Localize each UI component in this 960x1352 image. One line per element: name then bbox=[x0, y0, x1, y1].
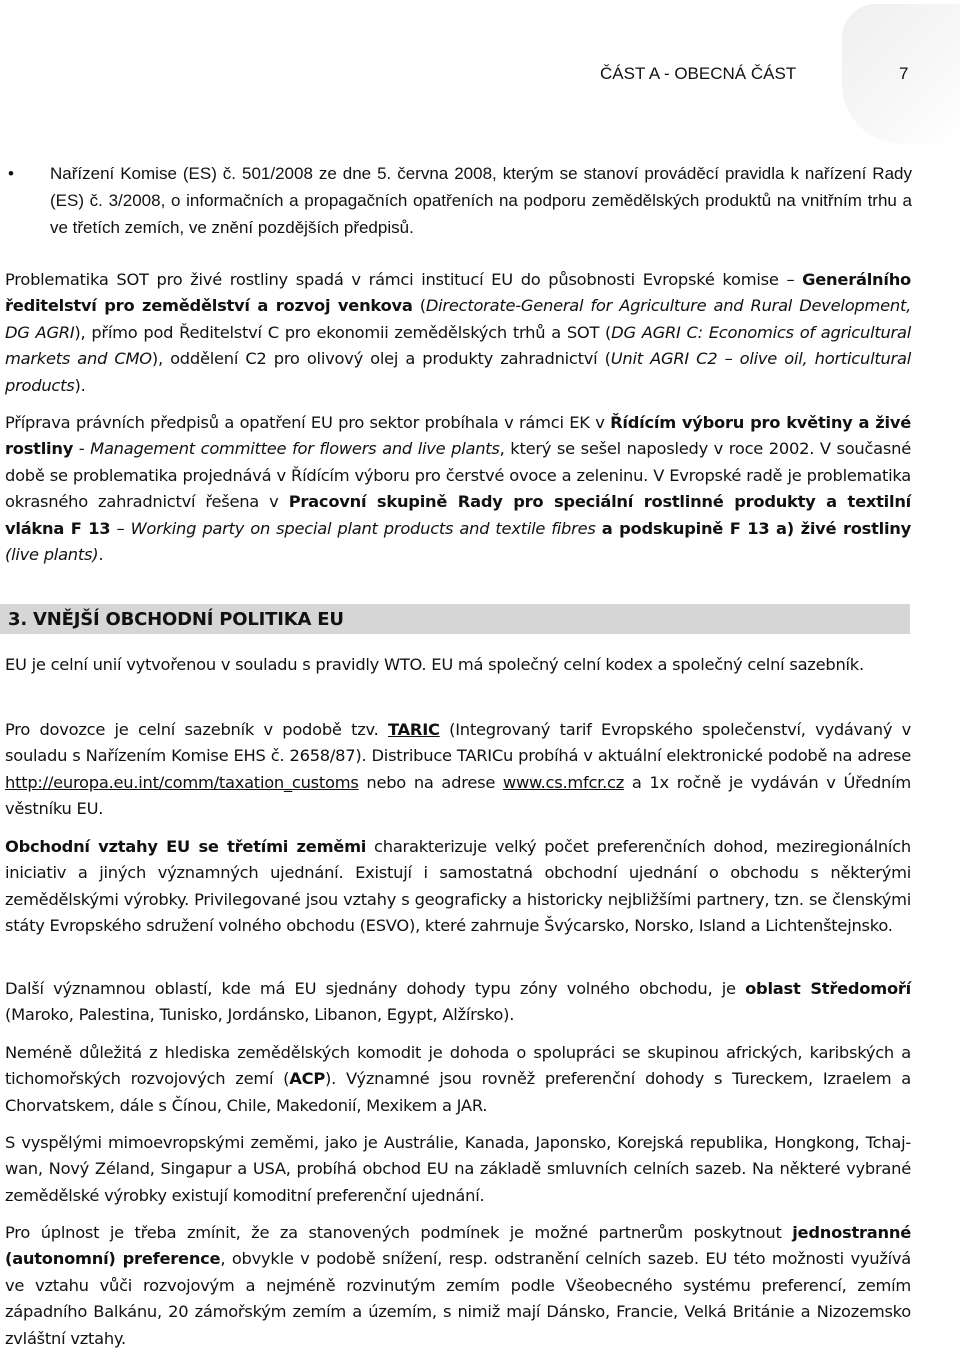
paragraph-dg-agri: Problematika SOT pro živé rostliny spadá v rámci institucí EU do působnosti Evropské komise – Generálního ředitelství pro zemědělství a rozvoj venkova (Directorate-General for Agriculture and Rural Development, DG AGRI), přímo pod Ředitelství C pro ekonomii zemědělských trhů a SOT (DG AGRI C: Economics of agricultural markets and CMO), oddělení C2 pro olivový olej a produkty zahradnictví (Unit AGRI C2 – olive oil, horticultural products). bbox=[5, 270, 912, 395]
page-number: 7 bbox=[899, 64, 909, 83]
section-title: 3. VNĚJŠÍ OBCHODNÍ POLITIKA EU bbox=[8, 609, 344, 630]
paragraph-trade-relations: Obchodní vztahy EU se třetími zeměmi charakterizuje velký počet preferenčních dohod, meziregionálních iniciativ a jiných významných ujednání. Existují i samostatná obchodní ujednání o obchodu s některými zemědělskými výrobky. Privilegované jsou vztahy s geograficky a historicky nejbližšími partnery, tzn. se členskými státy Evropského sdružení volného obchodu (ESVO), které zahrnuje Švýcarsko, Norsko, Island a Lichtenštejnsko. bbox=[5, 837, 911, 936]
bullet-text: Nařízení Komise (ES) č. 501/2008 ze dne 5. června 2008, kterým se stanoví prováděcí pravidla k nařízení Rady (ES) č. 3/2008, o informačních a propagačních opatřeních na podporu zemědělských produktů na vnitřním trhu a ve třetích zemích, ve znění pozdějších předpisů. bbox=[50, 164, 912, 237]
paragraph-preferences: Pro úplnost je třeba zmínit, že za stanovených podmínek je možné partnerům poskytnout jednostranné (autonomní) preference, obvykle v podobě snížení, resp. odstranění celních sazeb. EU této možnosti využívá ve vztahu vůči rozvojovým a nejméně rozvinutým zemím podle Všeobecného systému preferencí, zemím západního Balkánu, 20 zámořským zemím a územím, s nimiž mají Dánsko, Francie, Velká Británie a Nizozemsko zvláštní vztahy. bbox=[5, 1223, 911, 1348]
paragraph-customs-union: EU je celní unií vytvořenou v souladu s pravidly WTO. EU má společný celní kodex a společný celní sazebník. bbox=[5, 655, 864, 674]
section-heading-bar bbox=[0, 604, 910, 634]
paragraph-developed-countries: S vyspělými mimoevropskými zeměmi, jako je Austrálie, Kanada, Japonsko, Korejská republika, Hongkong, Tchaj-wan, Nový Zéland, Singapur a USA, probíhá obchod EU na základě smluvních celních sazeb. Na některé vybrané zemědělské výrobky existují komoditní preferenční ujednání. bbox=[5, 1133, 911, 1205]
bullet-icon: • bbox=[8, 164, 14, 183]
paragraph-taric: Pro dovozce je celní sazebník v podobě tzv. TARIC (Integrovaný tarif Evropského společenství, vydávaný v souladu s Nařízením Komise EHS č. 2658/87). Distribuce TARICu probíhá v aktuální elektronické podobě na adrese http://europa.eu.int/comm/taxation_customs nebo na adrese www.cs.mfcr.cz a 1x ročně je vydáván v Úředním věstníku EU. bbox=[5, 720, 912, 819]
paragraph-committees: Příprava právních předpisů a opatření EU pro sektor probíhala v rámci EK v Řídícím výboru pro květiny a živé rostliny - Management committee for flowers and live plants, který se sešel naposledy v roce 2002. V současné době se problematika projednává v Řídícím výboru pro čerstvé ovoce a zeleninu. V Evropské radě je problematika okrasného zahradnictví řešena v Pracovní skupině Rady pro speciální rostlinné produkty a textilní vlákna F 13 – Working party on special plant products and textile fibres a podskupině F 13 a) živé rostliny (live plants). bbox=[5, 413, 911, 565]
link-europa[interactable]: http://europa.eu.int/comm/taxation_customs bbox=[5, 772, 359, 792]
bullet-list-item bbox=[8, 160, 912, 241]
link-mfcr[interactable]: www.cs.mfcr.cz bbox=[502, 772, 625, 792]
paragraph-mediterranean: Další významnou oblastí, kde má EU sjednány dohody typu zóny volného obchodu, je oblast Středomoří (Maroko, Palestina, Tunisko, Jordánsko, Libanon, Egypt, Alžírsko). bbox=[5, 979, 912, 1025]
paragraph-acp: Neméně důležitá z hlediska zemědělských komodit je dohoda o spolupráci se skupinou afrických, karibských a tichomořských rozvojových zemí (ACP). Významné jsou rovněž preferenční dohody s Tureckem, Izraelem a Chorvatskem, dále s Čínou, Chile, Makedonií, Mexikem a JAR. bbox=[5, 1043, 911, 1115]
running-header: ČÁST A - OBECNÁ ČÁST bbox=[600, 64, 797, 83]
